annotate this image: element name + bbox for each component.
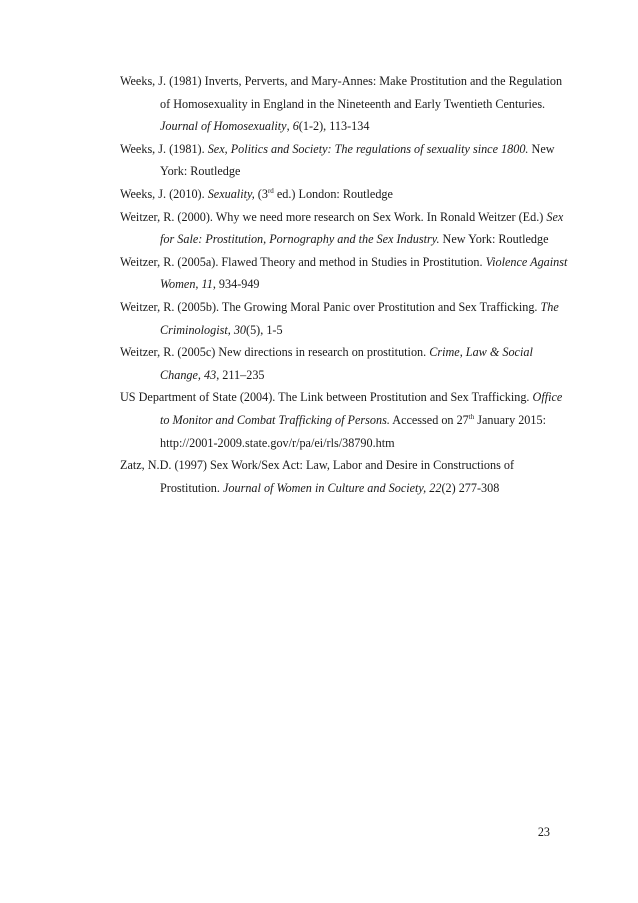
italic-text: Journal of Homosexuality: [160, 119, 287, 134]
reference-entry: [120, 206, 570, 251]
reference-entry: [120, 296, 570, 341]
reference-text: Weeks, J. (1981) Inverts, Perverts, and Mary-Annes: Make Prostitution and the Regulation of Homosexuality in England in the Nineteenth and Early Twentieth Centuries.: [120, 74, 563, 111]
italic-text: Violence Against Women, 11: [160, 254, 568, 292]
reference-text: Accessed on 27: [389, 412, 469, 427]
reference-text: Weitzer, R. (2005c) New directions in research on prostitution.: [120, 345, 430, 360]
reference-text: (2) 277-308: [441, 480, 500, 495]
reference-text: , 934-949: [212, 277, 260, 292]
reference-text: Weeks, J. (1981).: [120, 141, 208, 156]
reference-text: Weeks, J. (2010).: [120, 186, 208, 201]
italic-text: Office to Monitor and Combat Trafficking of Persons.: [160, 390, 563, 427]
italic-text: Sexuality,: [207, 186, 255, 201]
italic-text: Crime, Law & Social Change, 43: [160, 345, 533, 382]
superscript-text: th: [468, 412, 475, 421]
reference-text: ,: [286, 119, 293, 134]
italic-text: Sex for Sale: Prostitution, Pornography and the Sex Industry.: [160, 209, 564, 247]
reference-text: January 2015: http://2001-2009.state.gov/r/pa/ei/rls/38790.htm: [160, 412, 546, 450]
italic-text: Sex, Politics and Society: The regulations of sexuality since 1800.: [207, 141, 529, 156]
reference-entry: [120, 454, 570, 499]
reference-text: Zatz, N.D. (1997) Sex Work/Sex Act: Law, Labor and Desire in Constructions of Prostitution.: [120, 458, 515, 495]
reference-text: Weitzer, R. (2005a). Flawed Theory and method in Studies in Prostitution.: [120, 254, 486, 269]
reference-entry: [120, 341, 570, 386]
reference-text: New York: Routledge: [160, 141, 555, 179]
reference-text: (3: [254, 186, 268, 201]
reference-list: [120, 70, 570, 499]
reference-entry: [120, 70, 570, 138]
reference-text: , 211–235: [216, 367, 265, 382]
reference-entry: [120, 138, 570, 183]
superscript-text: rd: [267, 186, 274, 195]
reference-text: New York: Routledge: [439, 232, 549, 247]
reference-text: (5), 1-5: [246, 322, 283, 337]
reference-entry: [120, 386, 570, 454]
italic-text: The Criminologist, 30: [160, 299, 559, 337]
reference-text: Weitzer, R. (2000). Why we need more research on Sex Work. In Ronald Weitzer (Ed.): [120, 209, 547, 224]
reference-text: US Department of State (2004). The Link between Prostitution and Sex Trafficking.: [120, 390, 533, 405]
reference-text: Weitzer, R. (2005b). The Growing Moral Panic over Prostitution and Sex Trafficking.: [120, 299, 541, 314]
page-number: 23: [537, 825, 550, 839]
italic-text: 6: [292, 119, 299, 134]
reference-entry: [120, 251, 570, 296]
reference-text: ed.) London: Routledge: [273, 186, 393, 201]
reference-entry: [120, 183, 570, 206]
italic-text: Journal of Women in Culture and Society, 22: [222, 480, 442, 495]
reference-text: (1-2), 113-134: [298, 119, 370, 134]
